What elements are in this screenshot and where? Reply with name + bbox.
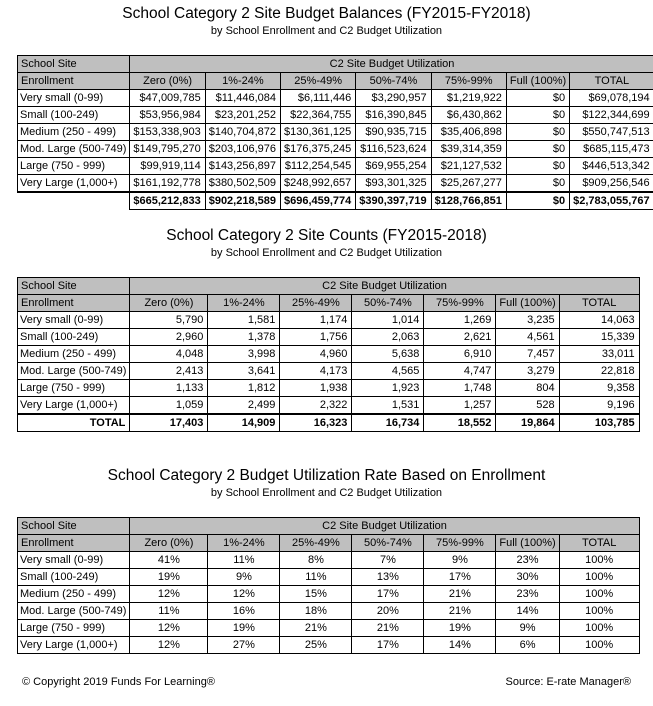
table-cell: 18% <box>280 603 352 620</box>
table-row <box>18 107 653 124</box>
table-cell: $161,192,778 <box>130 175 205 193</box>
table-subtitle: by School Enrollment and C2 Budget Utilization <box>210 247 443 259</box>
table-cell: 4,048 <box>130 346 208 363</box>
row-label: Medium (250 - 499) <box>18 346 130 363</box>
row-label: Small (100-249) <box>18 107 130 124</box>
section-site-counts <box>0 226 653 260</box>
table-cell: $149,795,270 <box>130 141 205 158</box>
table-cell: 21% <box>352 620 424 637</box>
row-label: Very Large (1,000+) <box>18 397 130 415</box>
table-cell: 100% <box>559 637 639 654</box>
table-cell: 12% <box>130 637 208 654</box>
utilization-rate-table <box>17 517 640 654</box>
row-label: Medium (250 - 499) <box>18 124 130 141</box>
table-cell: 100% <box>559 620 639 637</box>
column-header: Full (100%) <box>496 535 559 552</box>
table-row <box>18 175 653 193</box>
row-label: Very small (0-99) <box>18 312 130 329</box>
table-cell: 6,910 <box>424 346 496 363</box>
table-row <box>18 158 653 175</box>
table-cell: $116,523,624 <box>356 141 431 158</box>
table-cell: 4,960 <box>280 346 352 363</box>
table-cell: 1,378 <box>208 329 280 346</box>
table-cell: 1,174 <box>280 312 352 329</box>
table-cell: 41% <box>130 552 208 569</box>
column-header: 50%-74% <box>352 295 424 312</box>
table-cell: 17% <box>352 586 424 603</box>
total-row <box>18 414 640 432</box>
table-header <box>18 278 640 312</box>
table-cell: $153,338,903 <box>130 124 205 141</box>
section-utilization-rate <box>0 466 653 500</box>
row-label: Mod. Large (500-749) <box>18 141 130 158</box>
table-cell: 528 <box>496 397 559 415</box>
table-cell: 1,756 <box>280 329 352 346</box>
table-cell: $122,344,699 <box>570 107 653 124</box>
header-enrollment: Enrollment <box>18 535 130 552</box>
table-row <box>18 603 640 620</box>
table-row <box>18 397 640 415</box>
table-cell: $47,009,785 <box>130 90 205 107</box>
total-cell: $665,212,833 <box>130 192 205 210</box>
table-cell: $0 <box>506 107 569 124</box>
table-cell: 2,960 <box>130 329 208 346</box>
table-cell: 16% <box>208 603 280 620</box>
header-school-site: School Site <box>18 56 130 73</box>
column-header: 50%-74% <box>356 73 431 90</box>
table-cell: 1,581 <box>208 312 280 329</box>
table-cell: 21% <box>424 603 496 620</box>
source-text: Source: E-rate Manager® <box>505 676 631 688</box>
budget-balances-table <box>17 55 653 210</box>
table-title: School Category 2 Site Counts (FY2015-2018) <box>166 227 487 244</box>
table-cell: 2,322 <box>280 397 352 415</box>
total-cell: 103,785 <box>559 414 639 432</box>
table-cell: 19% <box>424 620 496 637</box>
table-cell: 4,173 <box>280 363 352 380</box>
table-cell: $203,106,976 <box>205 141 280 158</box>
table-header <box>18 56 653 90</box>
table-cell: 3,641 <box>208 363 280 380</box>
table-cell: $39,314,359 <box>431 141 506 158</box>
table-cell: 14% <box>496 603 559 620</box>
table-cell: $16,390,845 <box>356 107 431 124</box>
table-cell: $446,513,342 <box>570 158 653 175</box>
table-row <box>18 329 640 346</box>
total-cell: 19,864 <box>496 414 559 432</box>
column-header: TOTAL <box>570 73 653 90</box>
table-cell: $685,115,473 <box>570 141 653 158</box>
table-cell: 100% <box>559 586 639 603</box>
table-row <box>18 552 640 569</box>
table-cell: 12% <box>130 620 208 637</box>
table-cell: 19% <box>208 620 280 637</box>
column-header: TOTAL <box>559 535 639 552</box>
column-header: 1%-24% <box>205 73 280 90</box>
table-cell: 9% <box>496 620 559 637</box>
table-cell: $21,127,532 <box>431 158 506 175</box>
table-cell: $3,290,957 <box>356 90 431 107</box>
table-cell: 11% <box>280 569 352 586</box>
row-label: Mod. Large (500-749) <box>18 363 130 380</box>
table-cell: $112,254,545 <box>281 158 356 175</box>
table-cell: $0 <box>506 124 569 141</box>
table-cell: 1,923 <box>352 380 424 397</box>
table-cell: $550,747,513 <box>570 124 653 141</box>
table-cell: 14% <box>424 637 496 654</box>
column-header: 50%-74% <box>352 535 424 552</box>
table-cell: 3,235 <box>496 312 559 329</box>
table-row <box>18 346 640 363</box>
table-title: School Category 2 Site Budget Balances (FY2015-FY2018) <box>122 5 531 22</box>
column-header: TOTAL <box>559 295 639 312</box>
table-row <box>18 90 653 107</box>
total-cell: $390,397,719 <box>356 192 431 210</box>
row-label: Small (100-249) <box>18 569 130 586</box>
table-cell: $23,201,252 <box>205 107 280 124</box>
total-cell: $902,218,589 <box>205 192 280 210</box>
table-cell: 1,938 <box>280 380 352 397</box>
table-cell: 9,196 <box>559 397 639 415</box>
table-cell: 1,269 <box>424 312 496 329</box>
table-cell: 1,133 <box>130 380 208 397</box>
table-subtitle: by School Enrollment and C2 Budget Utilization <box>210 25 443 37</box>
site-counts-table <box>17 277 640 432</box>
table-row <box>18 637 640 654</box>
table-cell: $69,078,194 <box>570 90 653 107</box>
table-subtitle: by School Enrollment and C2 Budget Utilization <box>210 487 443 499</box>
table-cell: $0 <box>506 158 569 175</box>
column-header: Full (100%) <box>506 73 569 90</box>
table-cell: $90,935,715 <box>356 124 431 141</box>
table-header <box>18 518 640 552</box>
table-cell: $0 <box>506 90 569 107</box>
total-cell: 16,323 <box>280 414 352 432</box>
header-utilization-group: C2 Site Budget Utilization <box>130 518 639 535</box>
table-cell: 1,531 <box>352 397 424 415</box>
table-cell: 33,011 <box>559 346 639 363</box>
total-label: TOTAL <box>18 414 130 432</box>
total-cell: $128,766,851 <box>431 192 506 210</box>
column-header: 1%-24% <box>208 535 280 552</box>
table-cell: 27% <box>208 637 280 654</box>
table-cell: 3,998 <box>208 346 280 363</box>
table-cell: $22,364,755 <box>281 107 356 124</box>
header-enrollment: Enrollment <box>18 73 130 90</box>
table-cell: $99,919,114 <box>130 158 205 175</box>
column-header: Zero (0%) <box>130 535 208 552</box>
table-cell: 9,358 <box>559 380 639 397</box>
total-cell: $2,783,055,767 <box>570 192 653 210</box>
column-header: Zero (0%) <box>130 295 208 312</box>
table-cell: 8% <box>280 552 352 569</box>
table-cell: $69,955,254 <box>356 158 431 175</box>
table-cell: $0 <box>506 141 569 158</box>
table-cell: $380,502,509 <box>205 175 280 193</box>
table-cell: $909,256,546 <box>570 175 653 193</box>
column-header: 1%-24% <box>208 295 280 312</box>
column-header: 75%-99% <box>424 295 496 312</box>
table-cell: 22,818 <box>559 363 639 380</box>
table-cell: $1,219,922 <box>431 90 506 107</box>
header-utilization-group: C2 Site Budget Utilization <box>130 278 639 295</box>
header-school-site: School Site <box>18 278 130 295</box>
table-cell: $93,301,325 <box>356 175 431 193</box>
total-cell: $696,459,774 <box>281 192 356 210</box>
column-header: 25%-49% <box>280 535 352 552</box>
total-cell: 17,403 <box>130 414 208 432</box>
table-cell: 1,748 <box>424 380 496 397</box>
copyright-text: © Copyright 2019 Funds For Learning® <box>22 676 215 688</box>
table-cell: 1,257 <box>424 397 496 415</box>
table-cell: 1,014 <box>352 312 424 329</box>
table-cell: 19% <box>130 569 208 586</box>
table-cell: 2,413 <box>130 363 208 380</box>
table-cell: 100% <box>559 569 639 586</box>
table-cell: 21% <box>280 620 352 637</box>
table-cell: 6% <box>496 637 559 654</box>
column-header: 75%-99% <box>424 535 496 552</box>
table-title: School Category 2 Budget Utilization Rate Based on Enrollment <box>107 467 546 484</box>
row-label: Very small (0-99) <box>18 552 130 569</box>
total-row <box>18 192 653 210</box>
column-header: 25%-49% <box>281 73 356 90</box>
table-cell: $248,992,657 <box>281 175 356 193</box>
row-label: Large (750 - 999) <box>18 620 130 637</box>
table-row <box>18 569 640 586</box>
table-row <box>18 586 640 603</box>
table-cell: 15,339 <box>559 329 639 346</box>
table-cell: 23% <box>496 552 559 569</box>
total-cell: 14,909 <box>208 414 280 432</box>
table-cell: 13% <box>352 569 424 586</box>
table-cell: 17% <box>352 637 424 654</box>
column-header: Full (100%) <box>496 295 559 312</box>
table-cell: $0 <box>506 175 569 193</box>
row-label: Medium (250 - 499) <box>18 586 130 603</box>
table-cell: 20% <box>352 603 424 620</box>
table-cell: $53,956,984 <box>130 107 205 124</box>
table-cell: 12% <box>130 586 208 603</box>
table-row <box>18 620 640 637</box>
total-cell: 18,552 <box>424 414 496 432</box>
row-label: Small (100-249) <box>18 329 130 346</box>
table-cell: 11% <box>130 603 208 620</box>
table-cell: 804 <box>496 380 559 397</box>
table-cell: 4,747 <box>424 363 496 380</box>
table-cell: 100% <box>559 552 639 569</box>
table-cell: $25,267,277 <box>431 175 506 193</box>
table-cell: 2,621 <box>424 329 496 346</box>
table-cell: 17% <box>424 569 496 586</box>
table-cell: 15% <box>280 586 352 603</box>
table-row <box>18 312 640 329</box>
header-enrollment: Enrollment <box>18 295 130 312</box>
table-cell: 100% <box>559 603 639 620</box>
column-header: 75%-99% <box>431 73 506 90</box>
table-cell: 2,499 <box>208 397 280 415</box>
table-cell: $176,375,245 <box>281 141 356 158</box>
total-cell: $0 <box>506 192 569 210</box>
total-cell: 16,734 <box>352 414 424 432</box>
row-label: Very Large (1,000+) <box>18 637 130 654</box>
table-cell: 2,063 <box>352 329 424 346</box>
section-budget-balances <box>0 4 653 38</box>
table-cell: 7,457 <box>496 346 559 363</box>
table-cell: 1,812 <box>208 380 280 397</box>
row-label: Mod. Large (500-749) <box>18 603 130 620</box>
table-cell: 9% <box>208 569 280 586</box>
table-cell: 23% <box>496 586 559 603</box>
table-cell: 11% <box>208 552 280 569</box>
total-label-empty <box>18 192 130 210</box>
table-row <box>18 363 640 380</box>
table-cell: $140,704,872 <box>205 124 280 141</box>
table-row <box>18 124 653 141</box>
table-cell: $130,361,125 <box>281 124 356 141</box>
column-header: Zero (0%) <box>130 73 205 90</box>
table-cell: 21% <box>424 586 496 603</box>
table-cell: 25% <box>280 637 352 654</box>
table-cell: 4,565 <box>352 363 424 380</box>
table-cell: 14,063 <box>559 312 639 329</box>
header-utilization-group: C2 Site Budget Utilization <box>130 56 653 73</box>
row-label: Large (750 - 999) <box>18 158 130 175</box>
table-cell: 30% <box>496 569 559 586</box>
column-header: 25%-49% <box>280 295 352 312</box>
row-label: Very small (0-99) <box>18 90 130 107</box>
table-cell: 5,790 <box>130 312 208 329</box>
table-cell: 5,638 <box>352 346 424 363</box>
header-school-site: School Site <box>18 518 130 535</box>
table-cell: $6,111,446 <box>281 90 356 107</box>
table-cell: $6,430,862 <box>431 107 506 124</box>
table-cell: $143,256,897 <box>205 158 280 175</box>
table-cell: 1,059 <box>130 397 208 415</box>
table-cell: 9% <box>424 552 496 569</box>
table-cell: 3,279 <box>496 363 559 380</box>
table-cell: $35,406,898 <box>431 124 506 141</box>
row-label: Very Large (1,000+) <box>18 175 130 193</box>
table-cell: 12% <box>208 586 280 603</box>
table-row <box>18 380 640 397</box>
table-cell: $11,446,084 <box>205 90 280 107</box>
table-cell: 7% <box>352 552 424 569</box>
table-row <box>18 141 653 158</box>
table-cell: 4,561 <box>496 329 559 346</box>
row-label: Large (750 - 999) <box>18 380 130 397</box>
